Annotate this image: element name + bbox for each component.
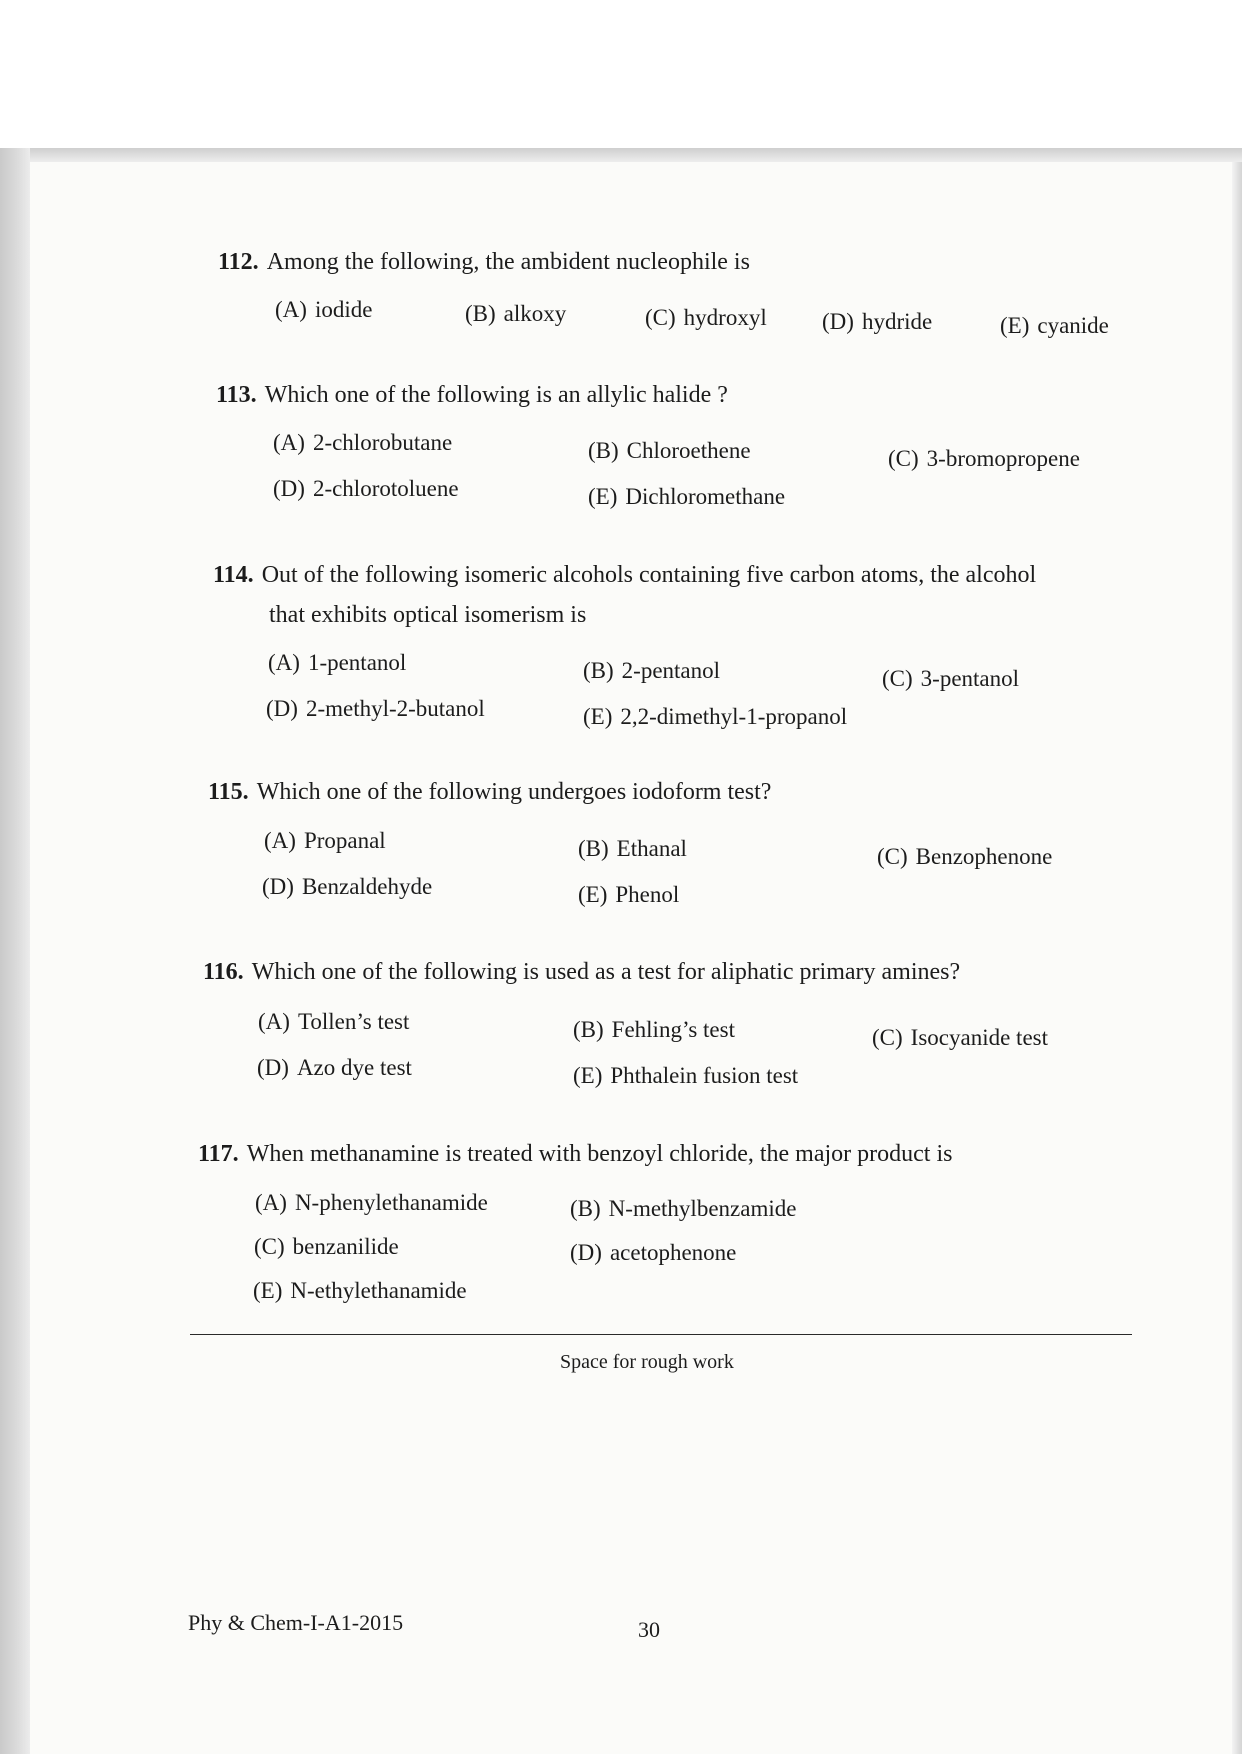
option-label: (D)	[570, 1240, 602, 1265]
question-text: When methanamine is treated with benzoyl chloride, the major product is	[246, 1141, 953, 1167]
option-d	[273, 476, 459, 502]
option-a	[264, 828, 386, 854]
option-e	[588, 484, 785, 510]
question-text: Out of the following isomeric alcohols containing five carbon atoms, the alcohol	[261, 562, 1037, 588]
option-label: (E)	[1000, 313, 1030, 338]
option-e	[253, 1278, 467, 1304]
rough-work-label: Space for rough work	[560, 1351, 734, 1373]
option-text: Chloroethene	[626, 438, 751, 463]
option-label: (B)	[573, 1017, 604, 1042]
option-label: (D)	[822, 309, 854, 334]
option-text: alkoxy	[503, 301, 567, 326]
option-label: (B)	[570, 1196, 601, 1221]
question-number: 114.	[213, 562, 254, 588]
option-text: Benzophenone	[915, 844, 1053, 869]
rough-work-divider	[190, 1334, 1132, 1335]
question-text-continued: that exhibits optical isomerism is	[269, 602, 587, 628]
option-label: (E)	[588, 484, 618, 509]
option-label: (D)	[266, 696, 298, 721]
option-e	[1000, 313, 1109, 339]
option-text: Ethanal	[616, 836, 687, 861]
option-c	[882, 666, 1019, 692]
scan-shadow-left	[0, 148, 30, 1754]
question-117	[198, 1137, 952, 1171]
option-b	[573, 1017, 735, 1043]
option-label: (C)	[888, 446, 919, 471]
option-label: (B)	[465, 301, 496, 326]
option-label: (D)	[273, 476, 305, 501]
option-label: (B)	[588, 438, 619, 463]
option-label: (E)	[583, 704, 613, 729]
option-d	[822, 309, 932, 335]
option-text: hydroxyl	[683, 305, 767, 330]
option-text: N-methylbenzamide	[608, 1196, 797, 1221]
option-text: cyanide	[1037, 313, 1109, 338]
option-a	[255, 1190, 488, 1216]
option-text: Propanal	[303, 828, 386, 853]
question-number: 116.	[203, 959, 244, 985]
option-label: (A)	[268, 650, 300, 675]
option-label: (B)	[583, 658, 614, 683]
option-text: 1-pentanol	[307, 650, 407, 675]
option-c	[888, 446, 1080, 472]
option-b	[570, 1196, 796, 1222]
question-text: Which one of the following is an allylic halide ?	[264, 382, 728, 408]
option-text: iodide	[314, 297, 373, 322]
option-label: (C)	[872, 1025, 903, 1050]
option-label: (C)	[877, 844, 908, 869]
option-label: (A)	[255, 1190, 287, 1215]
question-number: 117.	[198, 1141, 239, 1167]
question-text: Among the following, the ambident nucleophile is	[266, 249, 750, 275]
question-number: 112.	[218, 249, 259, 275]
option-a	[275, 297, 372, 323]
scan-shadow-top	[0, 148, 1242, 162]
option-c	[877, 844, 1052, 870]
option-text: Benzaldehyde	[301, 874, 433, 899]
option-text: 3-bromopropene	[926, 446, 1080, 471]
option-label: (E)	[573, 1063, 603, 1088]
option-b	[465, 301, 566, 327]
question-text: Which one of the following is used as a test for aliphatic primary amines?	[251, 959, 961, 985]
option-d	[570, 1240, 736, 1266]
option-text: Phthalein fusion test	[610, 1063, 799, 1088]
paper-code: Phy & Chem-I-A1-2015	[188, 1610, 404, 1635]
option-text: Fehling’s test	[611, 1017, 735, 1042]
option-d	[262, 874, 432, 900]
scan-shadow-right	[1232, 162, 1242, 1754]
option-text: N-ethylethanamide	[290, 1278, 467, 1303]
option-text: hydride	[861, 309, 933, 334]
option-text: 2-chlorotoluene	[312, 476, 459, 501]
option-e	[573, 1063, 798, 1089]
option-text: Phenol	[615, 882, 680, 907]
option-text: 2-chlorobutane	[312, 430, 453, 455]
question-number: 115.	[208, 779, 249, 805]
option-text: 2,2-dimethyl-1-propanol	[620, 704, 848, 729]
option-a	[268, 650, 406, 676]
option-label: (C)	[254, 1234, 285, 1259]
option-a	[273, 430, 452, 456]
option-label: (A)	[258, 1009, 290, 1034]
option-text: Tollen’s test	[297, 1009, 410, 1034]
option-label: (A)	[275, 297, 307, 322]
option-b	[588, 438, 751, 464]
option-a	[258, 1009, 409, 1035]
option-text: 2-pentanol	[621, 658, 721, 683]
option-label: (A)	[273, 430, 305, 455]
option-text: benzanilide	[292, 1234, 399, 1259]
option-d	[257, 1055, 412, 1081]
option-text: 2-methyl-2-butanol	[305, 696, 485, 721]
option-label: (B)	[578, 836, 609, 861]
question-text: Which one of the following undergoes iodoform test?	[256, 779, 772, 805]
question-115	[208, 775, 771, 809]
option-text: Isocyanide test	[910, 1025, 1048, 1050]
option-text: acetophenone	[609, 1240, 737, 1265]
question-112	[218, 245, 750, 279]
option-c	[645, 305, 767, 331]
question-114	[213, 558, 1036, 592]
option-text: 3-pentanol	[920, 666, 1020, 691]
option-label: (D)	[257, 1055, 289, 1080]
question-113	[216, 378, 728, 412]
option-label: (E)	[578, 882, 608, 907]
option-text: Azo dye test	[296, 1055, 412, 1080]
option-label: (C)	[882, 666, 913, 691]
option-e	[578, 882, 679, 908]
option-text: Dichloromethane	[625, 484, 786, 509]
option-c	[254, 1234, 399, 1260]
page-number: 30	[638, 1617, 660, 1642]
option-label: (E)	[253, 1278, 283, 1303]
option-e	[583, 704, 847, 730]
option-c	[872, 1025, 1048, 1051]
option-text: N-phenylethanamide	[294, 1190, 488, 1215]
option-b	[583, 658, 720, 684]
option-b	[578, 836, 687, 862]
option-label: (C)	[645, 305, 676, 330]
option-label: (A)	[264, 828, 296, 853]
question-116	[203, 955, 960, 989]
option-d	[266, 696, 485, 722]
option-label: (D)	[262, 874, 294, 899]
question-number: 113.	[216, 382, 257, 408]
